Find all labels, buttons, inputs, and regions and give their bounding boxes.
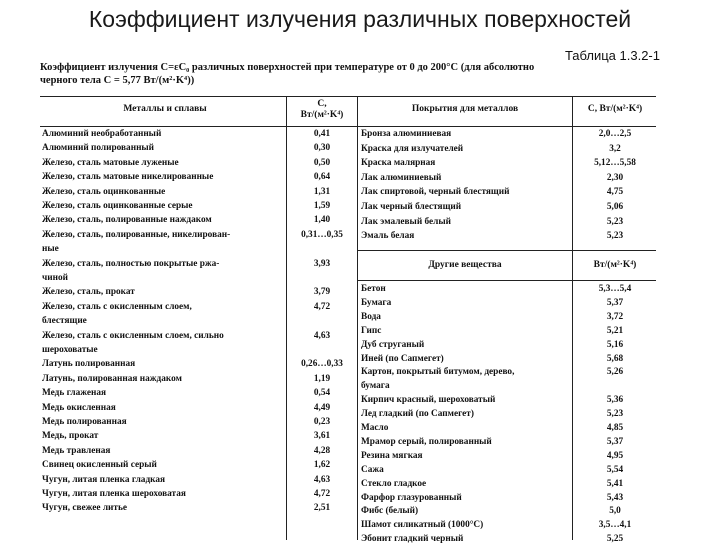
row-name: Железо, сталь, полированные, никелирован- <box>42 229 231 240</box>
row-name: Железо, сталь матовые никелированные <box>42 172 214 183</box>
row-value: 5,12…5,58 <box>594 158 636 169</box>
slide-title: Коэффициент излучения различных поверхностей <box>88 6 632 32</box>
row-name: Медь травленая <box>42 445 111 456</box>
column-divider-2 <box>357 96 358 540</box>
other-header: Другие вещества <box>428 260 502 270</box>
coatings-unit-header: C, Вт/(м²·K⁴) <box>587 104 643 114</box>
row-name: Свинец окисленный серый <box>42 460 157 471</box>
row-value: 5,23 <box>606 216 624 227</box>
row-value: 4,85 <box>606 423 624 433</box>
row-name: Лед гладкий (по Сапмегет) <box>361 409 474 420</box>
row-value: 2,30 <box>606 172 624 183</box>
row-name: Картон, покрытый битумом, дерево, <box>361 367 515 378</box>
row-value: 5,25 <box>606 534 624 545</box>
row-name: Эмаль белая <box>361 231 415 242</box>
row-name: Кирпич красный, шероховатый <box>361 395 496 406</box>
row-name: Бетон <box>361 284 386 294</box>
row-value: 2,51 <box>313 503 331 514</box>
row-name: Железо, сталь оцинкованные <box>42 186 166 197</box>
row-value: 5,54 <box>606 464 624 475</box>
row-name: Алюминий полированный <box>42 143 155 154</box>
metals-header: Металлы и сплавы <box>123 104 207 114</box>
row-name: Чугун, свежее литье <box>42 503 127 514</box>
row-name: Эбонит гладкий черный <box>361 534 464 545</box>
row-value: 5,0 <box>609 506 621 517</box>
row-name: Гипс <box>361 325 382 336</box>
row-name: Железо, сталь, полностью покрытые ржа- <box>42 258 220 269</box>
row-name: Лак алюминиевый <box>361 172 442 183</box>
row-value: 4,63 <box>313 474 331 485</box>
row-name: Краска малярная <box>361 158 436 169</box>
row-value: 0,64 <box>313 172 331 183</box>
row-value: 5,37 <box>606 297 624 308</box>
row-value: 5,23 <box>606 231 624 242</box>
row-name: чиной <box>42 273 68 283</box>
row-value: 5,68 <box>606 353 624 364</box>
row-name: Железо, сталь с окисленным слоем, сильно <box>42 330 224 341</box>
row-value: 3,93 <box>313 258 331 269</box>
row-name: Чугун, литая пленка шероховатая <box>42 489 186 499</box>
row-name: Стекло гладкое <box>361 478 427 489</box>
other-section-top-rule <box>357 250 656 251</box>
row-name: Краска для излучателей <box>361 143 464 154</box>
row-value: 0,23 <box>313 417 331 427</box>
row-name: Сажа <box>361 464 384 475</box>
table-top-rule <box>40 96 656 97</box>
row-value: 2,0…2,5 <box>598 129 632 139</box>
row-value: 4,72 <box>313 489 331 499</box>
row-value: 0,31…0,35 <box>301 229 343 240</box>
row-value: 0,54 <box>313 388 331 399</box>
other-section-header-rule <box>357 280 656 281</box>
row-name: Медь, прокат <box>42 431 99 442</box>
row-name: Бронза алюминиевая <box>361 129 452 139</box>
row-value: 4,95 <box>606 450 624 461</box>
row-name: Масло <box>361 423 389 433</box>
row-name: Резина мягкая <box>361 450 423 461</box>
row-value: 3,79 <box>313 287 331 298</box>
coatings-header: Покрытия для металлов <box>411 104 519 114</box>
row-name: Чугун, литая пленка гладкая <box>42 474 166 485</box>
row-name: бумага <box>361 381 390 392</box>
metals-unit-symbol: C, <box>317 99 327 109</box>
row-value: 3,61 <box>313 431 331 442</box>
table-caption <box>40 61 660 87</box>
row-name: Медь полированная <box>42 417 127 427</box>
row-name: Железо, сталь оцинкованные серые <box>42 201 193 211</box>
metals-unit-text: Вт/(м²·K⁴) <box>300 110 344 120</box>
row-value: 1,62 <box>313 460 331 471</box>
row-name: Железо, сталь, полированные наждаком <box>42 215 212 226</box>
row-name: Латунь полированная <box>42 359 136 370</box>
row-value: 0,50 <box>313 157 331 168</box>
row-name: Бумага <box>361 297 392 308</box>
row-value: 5,36 <box>606 395 624 406</box>
row-value: 1,40 <box>313 215 331 226</box>
row-value: 5,21 <box>606 325 624 336</box>
row-value: 0,30 <box>313 143 331 154</box>
table-number: Таблица 1.3.2-1 <box>564 48 660 63</box>
row-name: Вода <box>361 311 381 322</box>
row-value: 3,5…4,1 <box>598 520 632 531</box>
row-value: 3,2 <box>609 143 621 154</box>
row-name: Мрамор серый, полированный <box>361 436 492 447</box>
row-value: 5,16 <box>606 339 624 350</box>
row-name: шероховатые <box>42 345 98 355</box>
row-value: 4,72 <box>313 301 331 312</box>
row-name: блестящие <box>42 316 87 327</box>
row-name: Фарфор глазурованный <box>361 492 462 503</box>
row-name: Железо, сталь, прокат <box>42 287 135 298</box>
row-name: Лак черный блестящий <box>361 202 462 212</box>
row-value: 5,23 <box>606 409 624 420</box>
row-value: 5,06 <box>606 202 624 212</box>
row-value: 5,3…5,4 <box>598 284 632 294</box>
row-value: 0,26…0,33 <box>301 359 343 370</box>
row-value: 4,75 <box>606 187 624 198</box>
row-name: Медь окисленная <box>42 402 116 413</box>
row-value: 5,43 <box>606 492 624 503</box>
row-name: Алюминий необработанный <box>42 129 162 139</box>
row-name: Лак эмалевый белый <box>361 216 451 227</box>
row-value: 1,59 <box>313 201 331 211</box>
other-unit-header: Вт/(м²·K⁴) <box>593 260 637 270</box>
row-value: 0,41 <box>313 129 331 139</box>
row-value: 5,41 <box>606 478 624 489</box>
caption-line-2: черного тела C = 5,77 Вт/(м²·K⁴)) <box>40 75 195 86</box>
row-name: Дуб струганый <box>361 339 425 350</box>
row-name: Медь глаженая <box>42 388 106 399</box>
row-value: 4,28 <box>313 445 331 456</box>
row-value: 4,63 <box>313 330 331 341</box>
row-name: Лак спиртовой, черный блестящий <box>361 187 510 198</box>
caption-line-1: Коэффициент излучения C=εC₀ различных поверхностей при температуре от 0 до 200°С (для абсолютно <box>40 62 535 73</box>
row-name: Латунь, полированная наждаком <box>42 373 182 384</box>
row-value: 3,72 <box>606 311 624 322</box>
row-name: Железо, сталь с окисленным слоем, <box>42 301 192 312</box>
row-name: Фибс (белый) <box>361 506 419 517</box>
row-name: Шамот силикатный (1000°С) <box>361 520 484 531</box>
row-name: ные <box>42 244 59 255</box>
row-value: 5,37 <box>606 436 624 447</box>
row-value: 5,26 <box>606 367 624 378</box>
row-value: 1,31 <box>313 186 331 197</box>
row-value: 1,19 <box>313 373 331 384</box>
row-value: 4,49 <box>313 402 331 413</box>
header-bottom-rule <box>40 126 656 127</box>
row-name: Железо, сталь матовые луженые <box>42 157 179 168</box>
row-name: Иней (по Сапмегет) <box>361 353 444 364</box>
metals-unit-header <box>287 99 357 121</box>
